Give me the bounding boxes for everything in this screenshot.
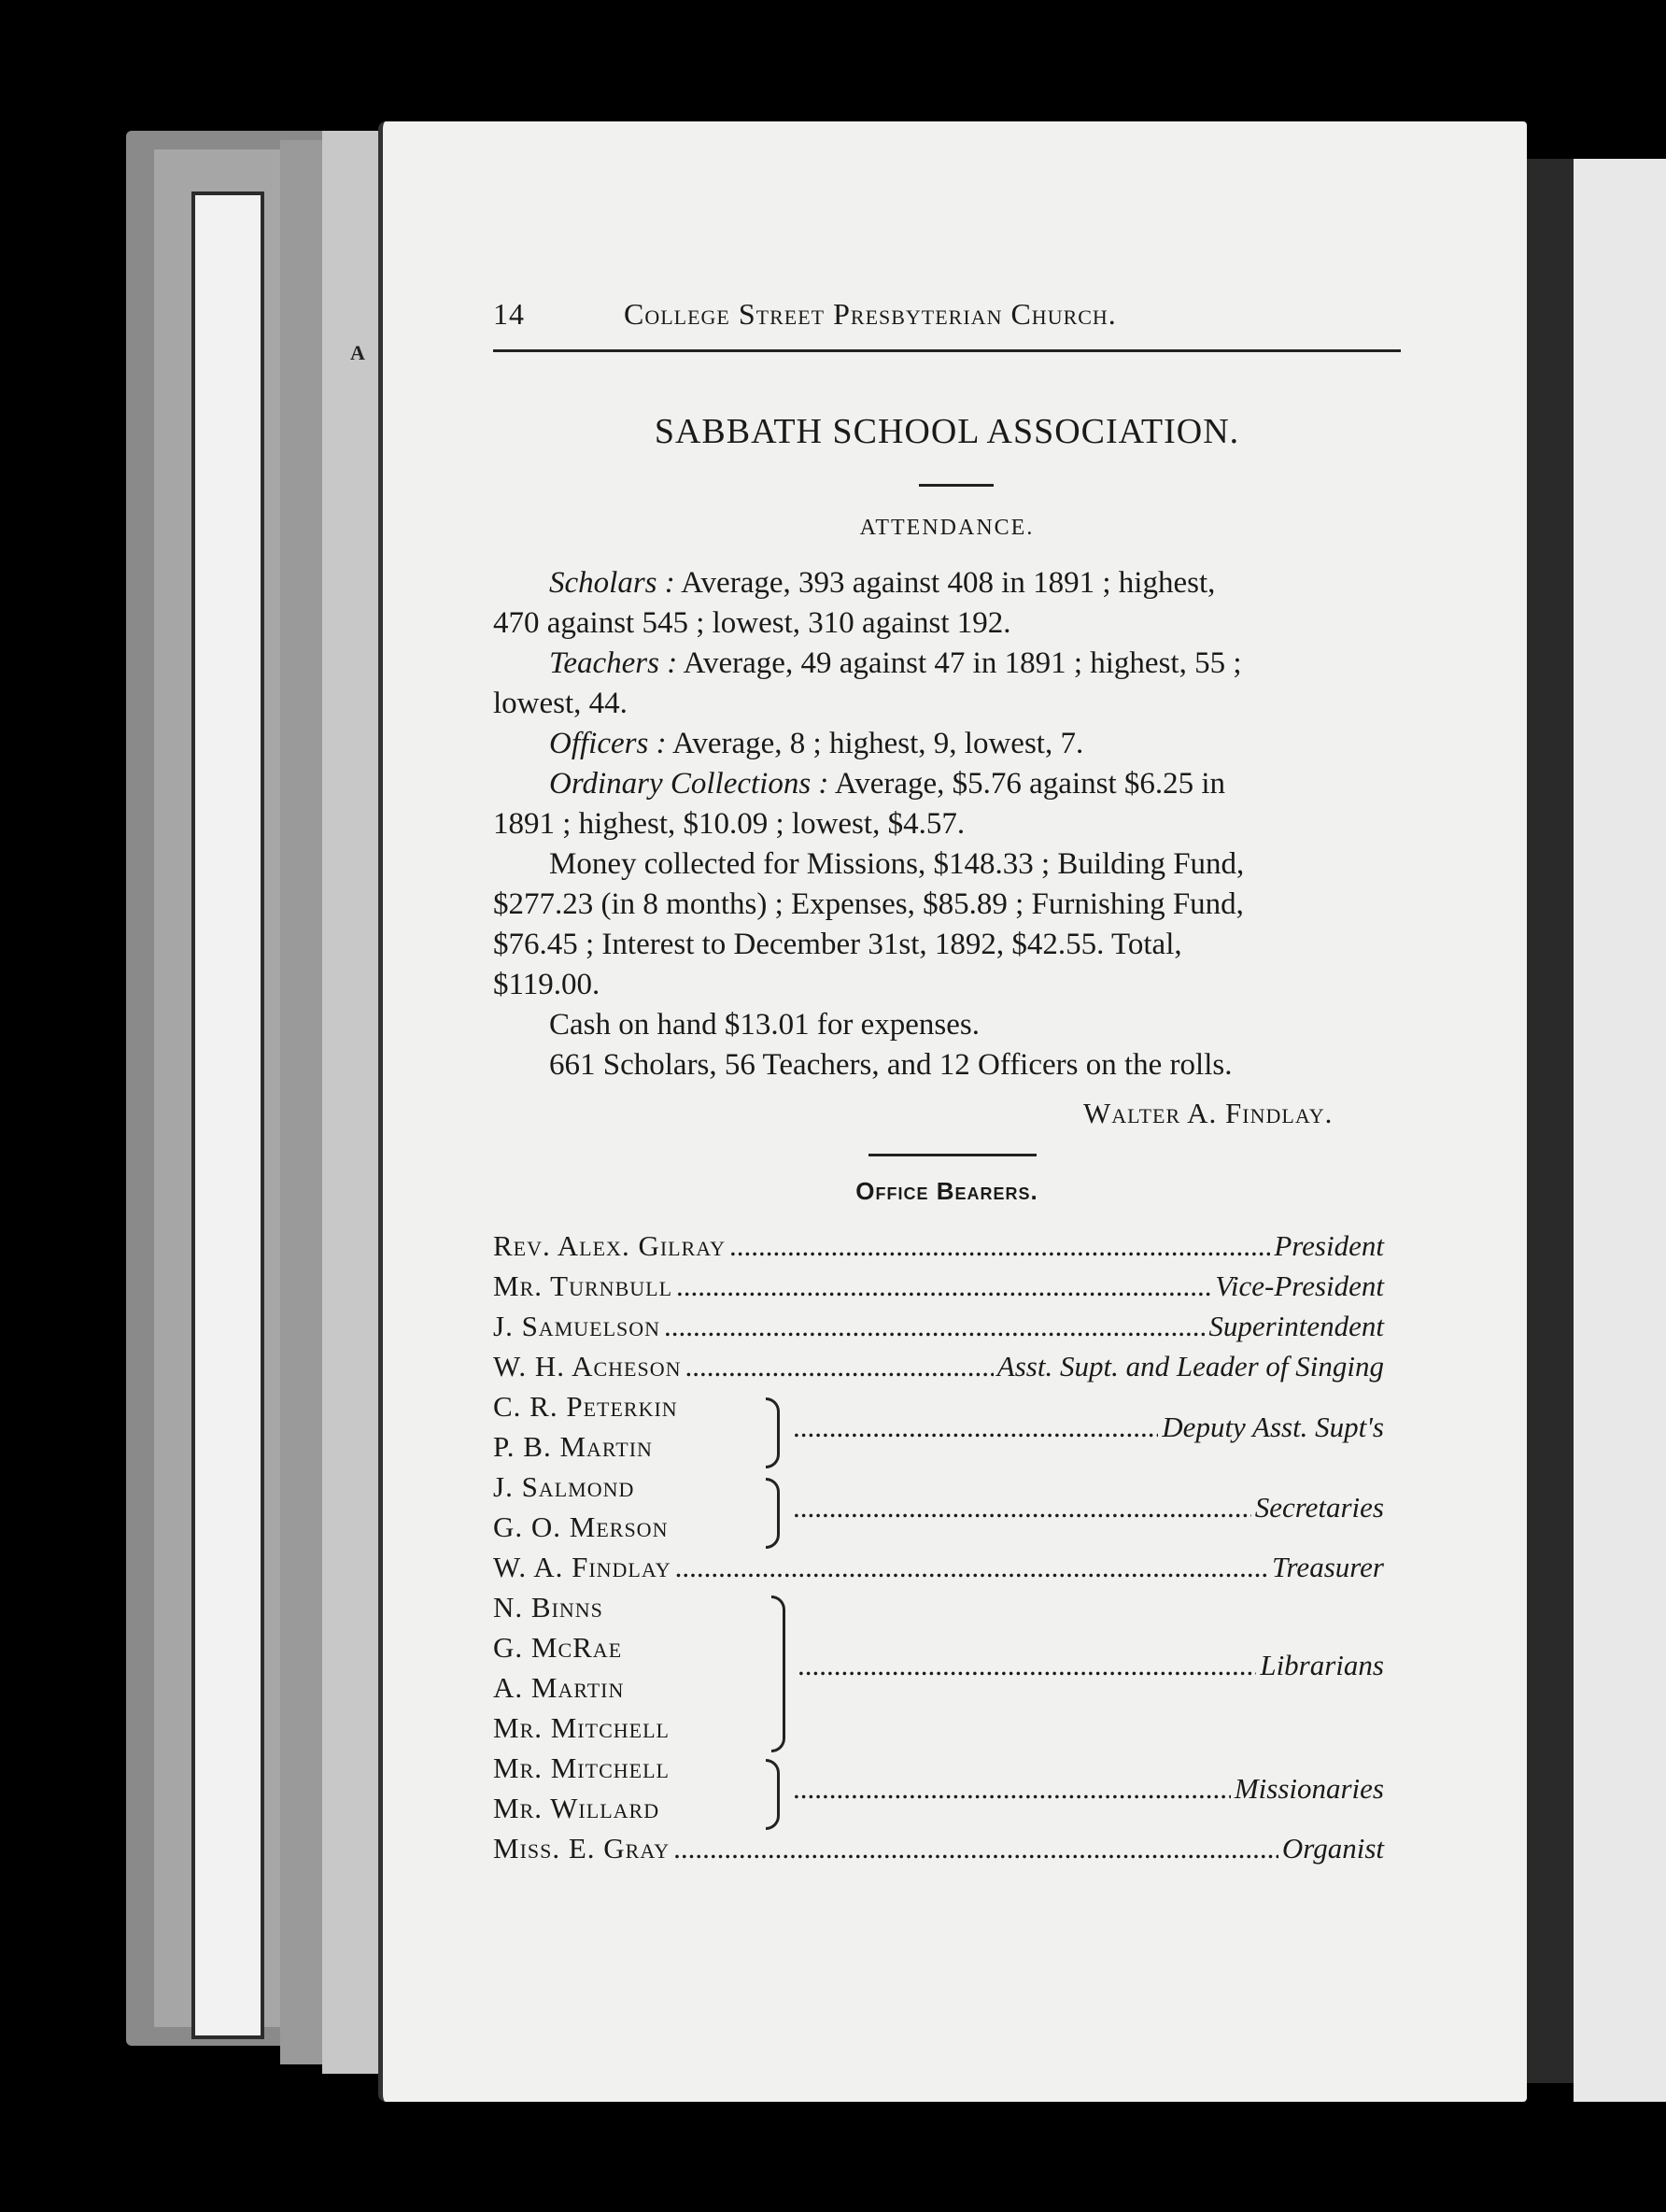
money-line-3: $76.45 ; Interest to December 31st, 1892, $42.55. Total, <box>493 928 1182 961</box>
group-name: P. B. Martin <box>493 1430 653 1463</box>
brace <box>771 1595 785 1752</box>
scholars-label: Scholars : <box>549 566 675 600</box>
bearer-name: J. Samuelson <box>493 1310 661 1342</box>
office-bearer-row <box>493 1350 1384 1389</box>
facing-page-edge <box>1574 159 1666 2102</box>
group-role: Deputy Asst. Supt's <box>1162 1411 1384 1443</box>
attendance-block <box>493 563 1401 1085</box>
collections-label: Ordinary Collections : <box>549 767 829 801</box>
header-rule <box>493 349 1401 352</box>
cash-line: Cash on hand $13.01 for expenses. <box>549 1008 981 1042</box>
office-bearers-title: Office Bearers. <box>855 1177 1038 1205</box>
group-role-row <box>789 1411 1384 1450</box>
collections-line-2: 1891 ; highest, $10.09 ; lowest, $4.57. <box>493 807 966 841</box>
margin-letter: A <box>350 341 365 364</box>
bearer-role: Treasurer <box>1271 1551 1384 1583</box>
signature-divider <box>868 1154 1037 1156</box>
leader-dots <box>664 1310 1205 1343</box>
group-name: Mr. Mitchell <box>493 1751 670 1784</box>
leader-dots <box>793 1491 1251 1524</box>
office-bearer-row <box>493 1832 1384 1871</box>
brace <box>766 1478 780 1549</box>
leader-dots <box>729 1229 1270 1263</box>
leader-dots <box>793 1411 1158 1444</box>
leader-dots <box>798 1649 1256 1682</box>
office-bearer-row <box>493 1551 1384 1590</box>
collections-line-1: Ordinary Collections : Average, $5.76 against $6.25 in <box>549 767 1226 801</box>
bearer-name: Mr. Turnbull <box>493 1269 673 1302</box>
group-role: Secretaries <box>1254 1491 1384 1524</box>
group-name: Mr. Mitchell <box>493 1711 670 1744</box>
leader-dots <box>675 1551 1268 1584</box>
bearer-role: Vice-President <box>1215 1269 1384 1302</box>
group-name: C. R. Peterkin <box>493 1390 678 1423</box>
group-role: Librarians <box>1260 1649 1384 1681</box>
group-name: A. Martin <box>493 1671 625 1704</box>
subsection-title: ATTENDANCE. <box>859 516 1035 540</box>
group-name: Mr. Willard <box>493 1792 660 1824</box>
group-role: Missionaries <box>1234 1772 1384 1805</box>
title-divider <box>919 484 994 487</box>
teachers-line-2: lowest, 44. <box>493 687 628 720</box>
leader-dots <box>673 1832 1278 1865</box>
group-role-row <box>794 1649 1384 1688</box>
header-title: College Street Presbyterian Church. <box>624 297 1117 331</box>
office-bearer-row <box>493 1269 1384 1309</box>
leader-dots <box>685 1350 994 1383</box>
group-role-row <box>789 1491 1384 1530</box>
section-title: SABBATH SCHOOL ASSOCIATION. <box>654 412 1240 451</box>
group-name: G. O. Merson <box>493 1510 669 1543</box>
teachers-line-1: Teachers : Average, 49 against 47 in 1891 ; highest, 55 ; <box>549 646 1242 680</box>
brace <box>766 1397 780 1468</box>
inserted-slip <box>191 191 264 2039</box>
page-number: 14 <box>493 297 525 331</box>
brace <box>766 1759 780 1830</box>
rolls-line: 661 Scholars, 56 Teachers, and 12 Officers on the rolls. <box>549 1048 1233 1082</box>
group-role-row <box>789 1772 1384 1811</box>
money-line-4: $119.00. <box>493 968 600 1001</box>
bearer-role: Superintendent <box>1208 1310 1384 1342</box>
bearer-role: Organist <box>1281 1832 1384 1865</box>
bearer-name: Rev. Alex. Gilray <box>493 1229 727 1262</box>
bearer-name: W. H. Acheson <box>493 1350 682 1382</box>
group-name: J. Salmond <box>493 1470 635 1503</box>
leader-dots <box>793 1772 1231 1806</box>
bearer-role: President <box>1274 1229 1384 1262</box>
running-header <box>493 297 1401 334</box>
officers-line: Officers : Average, 8 ; highest, 9, lowest, 7. <box>549 727 1084 760</box>
office-bearer-row <box>493 1229 1384 1269</box>
scholars-line-2: 470 against 545 ; lowest, 310 against 192. <box>493 606 1011 640</box>
signature: Walter A. Findlay. <box>1083 1097 1334 1129</box>
scholars-line-1: Scholars : Average, 393 against 408 in 1891 ; highest, <box>549 566 1216 600</box>
leader-dots <box>676 1269 1211 1303</box>
money-line-1: Money collected for Missions, $148.33 ; Building Fund, <box>549 847 1245 881</box>
group-name: N. Binns <box>493 1591 603 1624</box>
teachers-label: Teachers : <box>549 646 678 680</box>
officers-label: Officers : <box>549 727 667 760</box>
bearer-role: Asst. Supt. and Leader of Singing <box>996 1350 1384 1382</box>
bearer-name: W. A. Findlay <box>493 1551 671 1583</box>
bearer-name: Miss. E. Gray <box>493 1832 671 1865</box>
office-bearer-row <box>493 1310 1384 1349</box>
group-name: G. McRae <box>493 1631 623 1664</box>
money-line-2: $277.23 (in 8 months) ; Expenses, $85.89 ; Furnishing Fund, <box>493 887 1244 921</box>
